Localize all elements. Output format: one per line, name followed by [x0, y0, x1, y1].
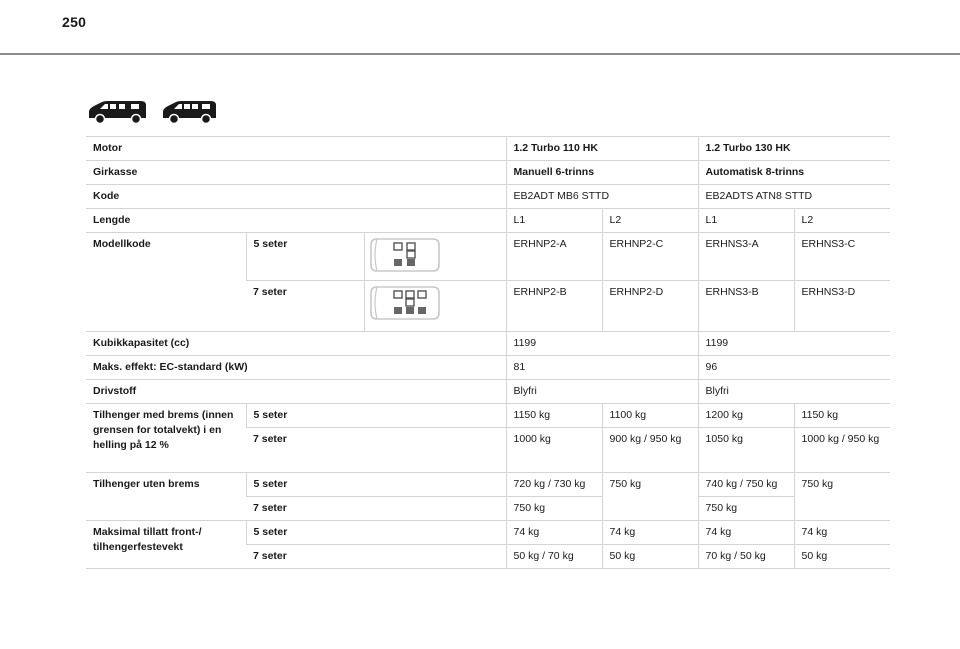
motor-110: 1.2 Turbo 110 HK [506, 137, 698, 161]
label-drivstoff: Drivstoff [86, 380, 506, 404]
lengde-c3: L1 [698, 209, 794, 233]
row-motor [86, 137, 890, 161]
tm5-c4: 1150 kg [794, 404, 890, 428]
seat5-c4: ERHNS3-C [794, 233, 890, 281]
motor-130: 1.2 Turbo 130 HK [698, 137, 890, 161]
seat5-label: 5 seter [246, 233, 364, 281]
seat-layout-7-icon [369, 285, 443, 321]
seat5-c1: ERHNP2-A [506, 233, 602, 281]
label-modellkode: Modellkode [86, 233, 246, 332]
row-feste-5 [86, 521, 890, 545]
seat5-c2: ERHNP2-C [602, 233, 698, 281]
seat5-c3: ERHNS3-A [698, 233, 794, 281]
tm5-c1: 1150 kg [506, 404, 602, 428]
tm7-c2: 900 kg / 950 kg [602, 428, 698, 473]
seat7-c2: ERHNP2-D [602, 281, 698, 332]
label-kode: Kode [86, 185, 506, 209]
row-drivstoff [86, 380, 890, 404]
label-lengde: Lengde [86, 209, 506, 233]
label-feste: Maksimal tillatt front-/ tilhengerfestevekt [86, 521, 246, 569]
tm7-c3: 1050 kg [698, 428, 794, 473]
tm5-c2: 1100 kg [602, 404, 698, 428]
spec-table [86, 136, 890, 569]
kode-v2: EB2ADTS ATN8 STTD [698, 185, 890, 209]
header-rule [0, 53, 960, 55]
van-icon-l2 [160, 99, 218, 125]
tm-seat7-label: 7 seter [246, 428, 506, 473]
seat7-c1: ERHNP2-B [506, 281, 602, 332]
vehicle-icons [86, 99, 218, 125]
fe5-c2: 74 kg [602, 521, 698, 545]
tu5-c1: 720 kg / 730 kg [506, 473, 602, 497]
tu-seat5-label: 5 seter [246, 473, 506, 497]
lengde-c1: L1 [506, 209, 602, 233]
fe7-c4: 50 kg [794, 545, 890, 569]
label-girkasse: Girkasse [86, 161, 506, 185]
row-modellkode-5 [86, 233, 890, 281]
kode-v1: EB2ADT MB6 STTD [506, 185, 698, 209]
seat-layout-5-icon [369, 237, 443, 273]
seat7-c4: ERHNS3-D [794, 281, 890, 332]
fe-seat7-label: 7 seter [246, 545, 506, 569]
fe7-c1: 50 kg / 70 kg [506, 545, 602, 569]
tu7-c1: 750 kg [506, 497, 602, 521]
row-tilhenger-med-5 [86, 404, 890, 428]
drivstoff-v1: Blyfri [506, 380, 698, 404]
lengde-c4: L2 [794, 209, 890, 233]
label-effekt: Maks. effekt: EC-standard (kW) [86, 356, 506, 380]
drivstoff-v2: Blyfri [698, 380, 890, 404]
tu-seat7-label: 7 seter [246, 497, 506, 521]
row-girkasse [86, 161, 890, 185]
tu5-c4: 750 kg [794, 473, 890, 521]
kubikk-v2: 1199 [698, 332, 890, 356]
tm5-c3: 1200 kg [698, 404, 794, 428]
row-tilhenger-uten-5 [86, 473, 890, 497]
van-icon-l1 [86, 99, 148, 125]
tu5-c3: 740 kg / 750 kg [698, 473, 794, 497]
label-tilhenger-uten: Tilhenger uten brems [86, 473, 246, 521]
effekt-v1: 81 [506, 356, 698, 380]
kubikk-v1: 1199 [506, 332, 698, 356]
seat7-label: 7 seter [246, 281, 364, 332]
girkasse-v1: Manuell 6-trinns [506, 161, 698, 185]
tu5-c2: 750 kg [602, 473, 698, 521]
fe7-c2: 50 kg [602, 545, 698, 569]
page-number: 250 [62, 14, 87, 30]
tm7-c1: 1000 kg [506, 428, 602, 473]
seat7-diagram-cell [364, 281, 506, 332]
tu7-c3: 750 kg [698, 497, 794, 521]
row-lengde [86, 209, 890, 233]
row-kode [86, 185, 890, 209]
tm7-c4: 1000 kg / 950 kg [794, 428, 890, 473]
fe7-c3: 70 kg / 50 kg [698, 545, 794, 569]
fe5-c4: 74 kg [794, 521, 890, 545]
seat7-c3: ERHNS3-B [698, 281, 794, 332]
fe-seat5-label: 5 seter [246, 521, 506, 545]
lengde-c2: L2 [602, 209, 698, 233]
fe5-c3: 74 kg [698, 521, 794, 545]
effekt-v2: 96 [698, 356, 890, 380]
tm-seat5-label: 5 seter [246, 404, 506, 428]
label-tilhenger-med: Tilhenger med brems (innen grensen for totalvekt) i en helling på 12 % [86, 404, 246, 473]
girkasse-v2: Automatisk 8-trinns [698, 161, 890, 185]
row-effekt [86, 356, 890, 380]
label-kubikk: Kubikkapasitet (cc) [86, 332, 506, 356]
seat5-diagram-cell [364, 233, 506, 281]
label-motor: Motor [86, 137, 506, 161]
fe5-c1: 74 kg [506, 521, 602, 545]
row-kubikk [86, 332, 890, 356]
